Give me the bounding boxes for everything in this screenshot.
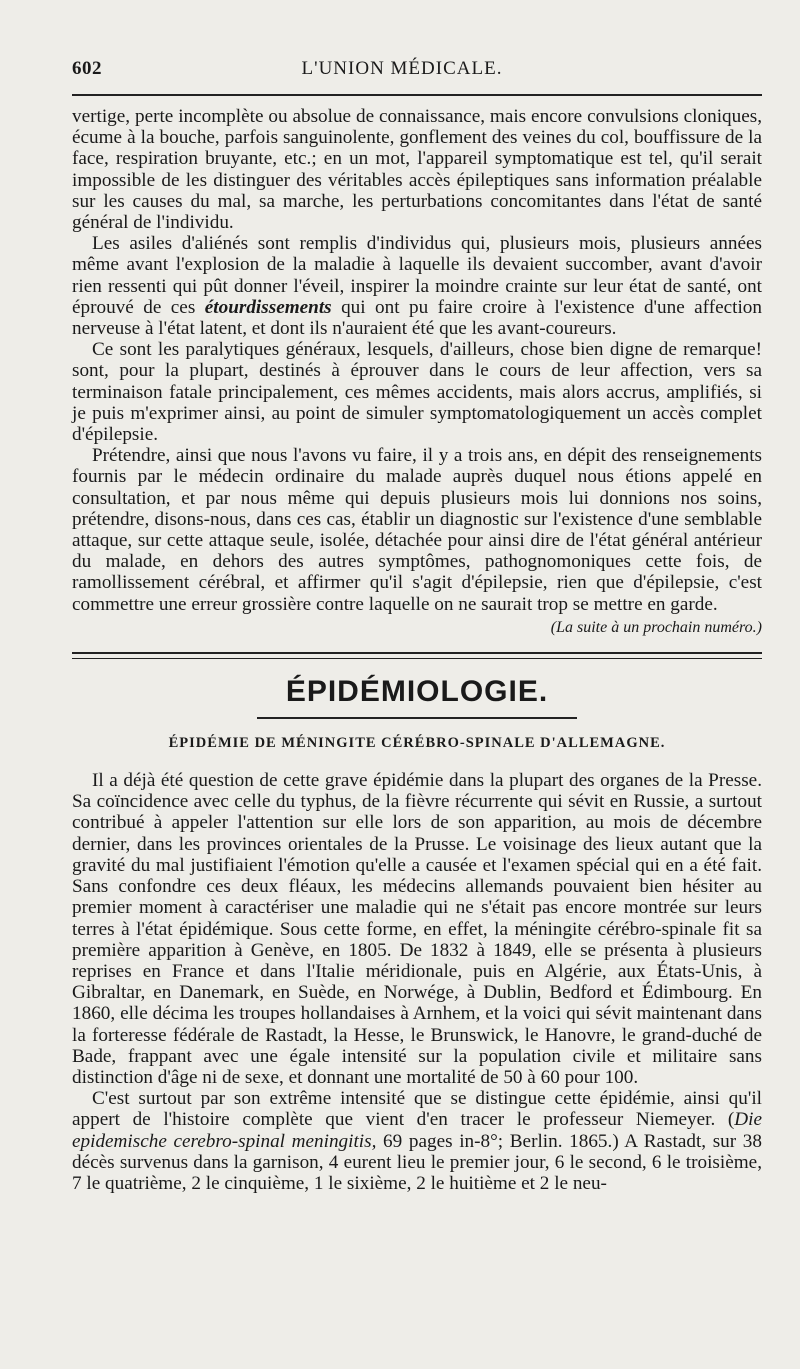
article-title: ÉPIDÉMIE DE MÉNINGITE CÉRÉBRO-SPINALE D'ALLEMAGNE. bbox=[168, 735, 666, 752]
page-number: 602 bbox=[72, 58, 102, 79]
paragraph: Ce sont les paralytiques généraux, lesquels, d'ailleurs, chose bien digne de remarque! sont, pour la plupart, destinés à éprouver dans le cours de leur affection, vers sa terminaison fatale principalement, ces mêmes accidents, mais alors accrus, amplifiés, si je puis m'exprimer ainsi, au point de simuler symptomatologiquement un accès complet d'épilepsie. bbox=[72, 339, 762, 446]
header-rule bbox=[72, 94, 762, 96]
title-rule bbox=[257, 717, 577, 719]
second-article bbox=[72, 770, 762, 1194]
emphasis: Die epidemische cerebro-spinal meningitis, bbox=[72, 1109, 762, 1152]
running-head: L'UNION MÉDICALE. bbox=[301, 58, 503, 79]
section-title: ÉPIDÉMIOLOGIE. bbox=[285, 675, 549, 709]
paragraph: Prétendre, ainsi que nous l'avons vu faire, il y a trois ans, en dépit des renseignements fournis par le médecin ordinaire du malade auprès duquel nous étions appelé en consultation, et par nous même qui depuis plusieurs mois lui donnions nos soins, prétendre, disons-nous, dans ces cas, établir un diagnostic sur l'existence d'une semblable attaque, sur cette attaque seule, isolée, détachée pour ainsi dire de l'état général antérieur du malade, en dehors des autres symptômes, pathognomoniques cette fois, de ramollissement cérébral, et affirmer qu'il s'agit d'épilepsie, rien que d'épilepsie, c'est commettre une erreur grossière contre laquelle on ne saurait trop se mettre en garde. bbox=[72, 445, 762, 615]
text-span: Les asiles d'aliénés sont remplis d'individus qui, plusieurs mois, plusieurs années même avant l'explosion de la maladie à laquelle ils devaient succomber, avant d'avoir rien ressenti qui pût donner l'éveil, inspirer la moindre crainte sur leur état de santé, ont éprouvé de ces bbox=[72, 233, 762, 318]
continuation-note: (La suite à un prochain numéro.) bbox=[550, 618, 762, 636]
section-divider bbox=[72, 652, 762, 659]
text-span: qui ont pu faire croire à l'existence d'une affection nerveuse à l'état latent, et dont ils n'auraient été que les avant-coureurs. bbox=[72, 296, 762, 340]
text-span: C'est surtout par son extrême intensité que se distingue cette épidémie, ainsi qu'il appert de l'histoire complète que vient d'en tracer le professeur Niemeyer. ( bbox=[72, 1088, 762, 1131]
emphasis: étourdissements bbox=[204, 296, 332, 318]
paragraph: Il a déjà été question de cette grave épidémie dans la plupart des organes de la Presse. Sa coïncidence avec celle du typhus, de la fièvre récurrente qui sévit en Russie, a surtout contribué à appeler l'attention sur elle lors de son apparition, au mois de décembre dernier, dans les provinces orientales de la Prusse. Le voisinage des lieux autant que la gravité du mal justifiaient l'émotion qu'elle a causée et l'examen spécial qui en a été fait. Sans confondre ces deux fléaux, les médecins allemands pouvaient bien hésiter au premier moment à caractériser une maladie qui ne s'était pas encore montrée sur leurs terres à l'état épidémique. Sous cette forme, en effet, la méningite cérébro-spinale fit sa première apparition à Genève, en 1805. De 1832 à 1849, elle se présenta à plusieurs reprises en France et dans l'Italie méridionale, puis en Algérie, aux États-Unis, à Gibraltar, en Danemark, en Suède, en Norwége, à Dublin, Bedford et Édimbourg. En 1860, elle décima les troupes hollandaises à Arnhem, et la voici qui sévit maintenant dans la forteresse fédérale de Rastadt, la Hesse, le Brunswick, le Hanovre, le grand-duché de Bade, frappant avec une égale intensité sur la population civile et militaire sans distinction d'âge ni de sexe, et donnant une mortalité de 50 à 60 pour 100. bbox=[72, 770, 762, 1088]
paragraph bbox=[72, 1088, 762, 1194]
paragraph bbox=[72, 233, 762, 339]
first-article bbox=[72, 106, 762, 638]
text-span: 69 pages in-8°; Berlin. 1865.) A Rastadt, sur 38 décès survenus dans la garnison, 4 eurent lieu le premier jour, 6 le second, 6 le troisième, 7 le quatrième, 2 le cinquième, 1 le sixième, 2 le huitième et 2 le neu- bbox=[72, 1130, 762, 1194]
paragraph: vertige, perte incomplète ou absolue de connaissance, mais encore convulsions cloniques, écume à la bouche, parfois sanguinolente, gonflement des veines du col, bouffissure de la face, respiration bruyante, etc.; en un mot, l'appareil symptomatique est tel, qu'il serait impossible de les distinguer des véritables accès épileptiques sans information préalable sur les causes du mal, sa marche, les perturbations concomitantes dans l'état de santé général de l'individu. bbox=[72, 106, 762, 234]
page-header bbox=[72, 58, 762, 90]
